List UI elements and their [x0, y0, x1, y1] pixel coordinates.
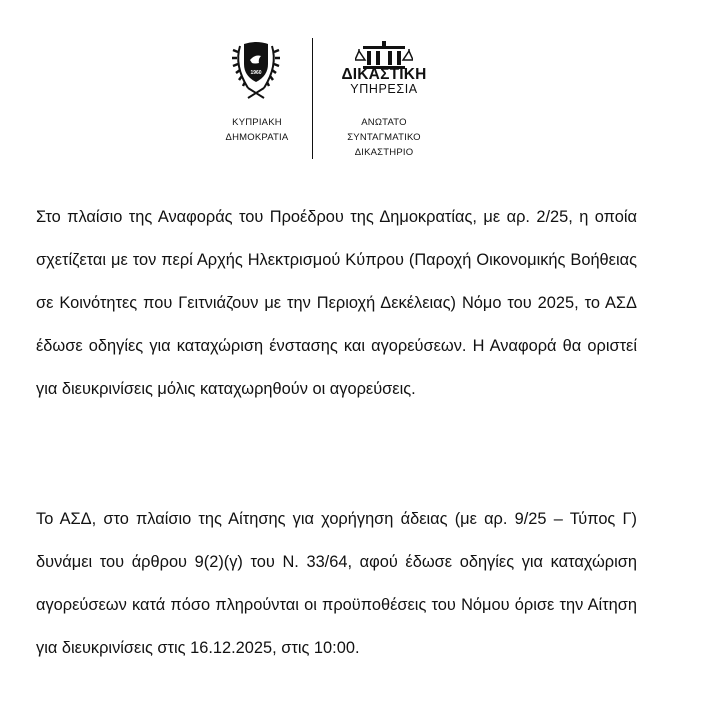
- service-name-main: ΔΙΚΑΣΤΙΚΗ: [341, 66, 427, 83]
- letterhead: [0, 0, 712, 170]
- coat-of-arms-year: 1960: [250, 70, 262, 76]
- judicial-service-name: [330, 66, 438, 96]
- country-caption-line: ΔΗΜΟΚΡΑΤΙΑ: [225, 132, 289, 143]
- court-caption-line: ΑΝΩΤΑΤΟ: [361, 117, 407, 128]
- court-caption-line: ΣΥΝΤΑΓΜΑΤΙΚΟ: [347, 132, 421, 143]
- header-divider: [312, 38, 313, 159]
- cyprus-coat-of-arms-icon: [226, 38, 286, 104]
- country-caption: [200, 115, 314, 145]
- country-caption-line: ΚΥΠΡΙΑΚΗ: [232, 117, 282, 128]
- announcement-paragraph-application: Το ΑΣΔ, στο πλαίσιο της Αίτησης για χορήγηση άδειας (με αρ. 9/25 – Τύπος Γ) δυνάμει του άρθρου 9(2)(γ) του Ν. 33/64, αφού έδωσε οδηγίες για καταχώριση αγορεύσεων κατά πόσο πληρούνται οι προϋποθέσεις του Νόμου όρισε την Αίτηση για διευκρινίσεις στις 16.12.2025, στις 10:00.: [36, 510, 637, 657]
- service-name-sub: ΥΠΗΡΕΣΙΑ: [350, 82, 418, 96]
- court-caption-line: ΔΙΚΑΣΤΗΡΙΟ: [354, 147, 414, 158]
- court-caption: [330, 115, 438, 160]
- announcement-paragraph-reference: Στο πλαίσιο της Αναφοράς του Προέδρου της Δημοκρατίας, με αρ. 2/25, η οποία σχετίζεται με τον περί Αρχής Ηλεκτρισμού Κύπρου (Παροχή Οικονομικής Βοήθειας σε Κοινότητες που Γειτνιάζουν με την Περιοχή Δεκέλειας) Νόμο του 2025, το ΑΣΔ έδωσε οδηγίες για καταχώριση ένστασης και αγορεύσεων. Η Αναφορά θα οριστεί για διευκρινίσεις μόλις καταχωρηθούν οι αγορεύσεις.: [36, 208, 637, 398]
